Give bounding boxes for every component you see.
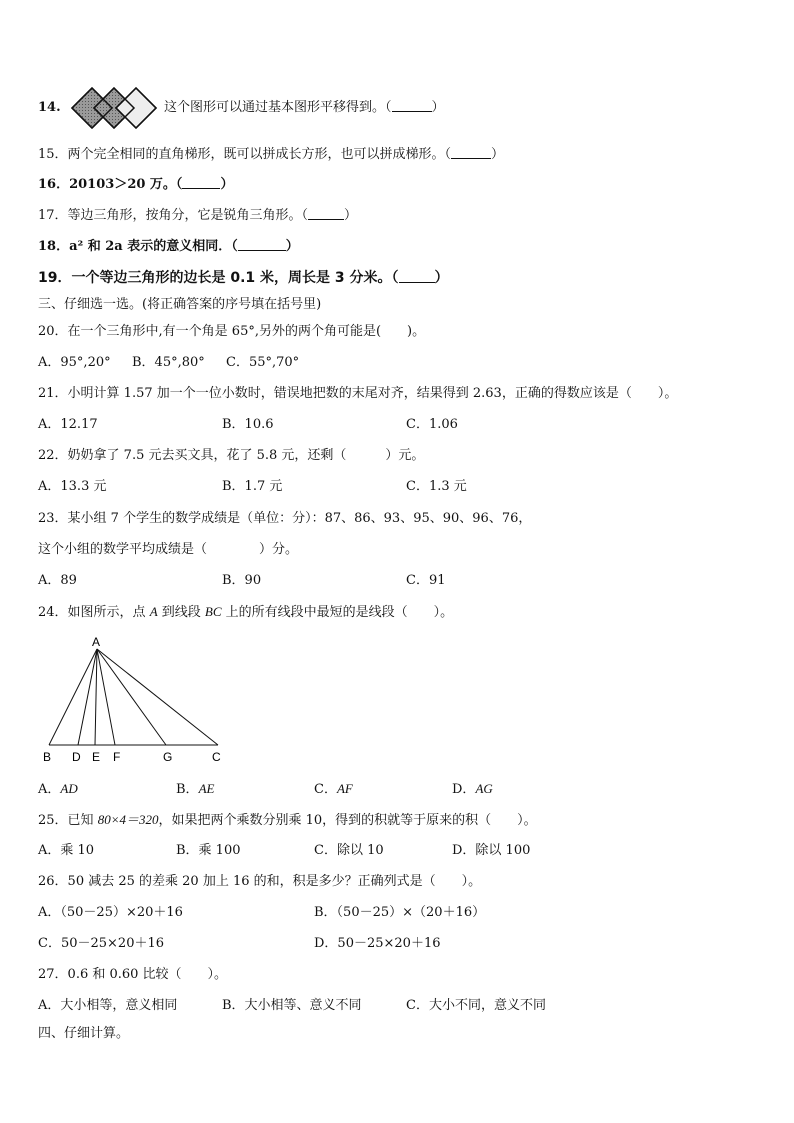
option-value: AD — [60, 781, 78, 796]
q27-option-c[interactable]: C．大小不同，意义不同 — [406, 998, 546, 1013]
vertex-b-label: B — [43, 750, 52, 764]
q19-paren-close: ） — [434, 270, 449, 286]
option-letter: D． — [452, 782, 476, 797]
q22-statement: 22．奶奶拿了 7.5 元去买文具，花了 5.8 元，还剩（ ）元。 — [38, 448, 425, 463]
segment-ab — [49, 649, 97, 745]
q25-option-b[interactable]: B．乘 100 — [176, 843, 241, 858]
answer-blank[interactable] — [308, 207, 344, 220]
vertex-c-label: C — [212, 750, 221, 764]
q25-statement — [38, 811, 537, 830]
q27-statement: 27．0.6 和 0.60 比较（ ）。 — [38, 967, 228, 982]
q20-statement: 20．在一个三角形中,有一个角是 65°,另外的两个角可能是( )。 — [38, 324, 426, 339]
q24-option-a[interactable] — [38, 780, 78, 799]
q22-option-b[interactable]: B．1.7 元 — [222, 479, 283, 494]
segment-af — [97, 649, 115, 745]
q14-statement: 这个图形可以通过基本图形平移得到。（ — [164, 100, 392, 115]
q27-option-b[interactable]: B．大小相等、意义不同 — [222, 998, 362, 1013]
q26-option-d[interactable]: D．50－25×20＋16 — [314, 936, 441, 951]
q21-option-c[interactable]: C．1.06 — [406, 417, 458, 432]
q16-statement: 16．20103＞20 万。（ — [38, 177, 183, 192]
point-d-label: D — [72, 750, 81, 764]
q18-paren-close: ） — [285, 239, 299, 254]
answer-blank[interactable] — [392, 99, 432, 112]
q24-option-d[interactable] — [452, 780, 493, 799]
vertex-a-label: A — [92, 635, 101, 649]
q25-option-d[interactable]: D．除以 100 — [452, 843, 531, 858]
q20-option-c[interactable]: C．55°,70° — [226, 355, 300, 370]
q24-text: 上的所有线段中最短的是线段（ ）。 — [221, 605, 454, 620]
segment-bc-label: BC — [204, 604, 222, 619]
q20-option-a[interactable]: A．95°,20° — [38, 355, 111, 370]
segment-ad — [78, 649, 97, 745]
q15-paren-close: ） — [491, 147, 505, 162]
q25-option-a[interactable]: A．乘 10 — [38, 843, 95, 858]
triangle-figure — [38, 632, 238, 768]
answer-blank[interactable] — [182, 176, 220, 189]
q14-number: 14. — [38, 100, 61, 115]
segment-ae — [95, 649, 97, 745]
point-f-label: F — [113, 750, 121, 764]
q23-statement: 23．某小组 7 个学生的数学成绩是（单位：分）：87、86、93、95、90、96、76， — [38, 511, 532, 526]
q21-statement: 21．小明计算 1.57 加一个一位小数时，错误地把数的末尾对齐，结果得到 2.63，正确的得数应该是（ ）。 — [38, 386, 678, 401]
point-e-label: E — [92, 750, 101, 764]
q20-option-b[interactable]: B．45°,80° — [132, 355, 205, 370]
q23-statement-continued: 这个小组的数学平均成绩是（ ）分。 — [38, 542, 299, 557]
q25-text: ，如果把两个乘数分别乘 10，得到的积就等于原来的积（ ）。 — [158, 813, 537, 828]
segment-ag — [97, 649, 166, 745]
option-value: AG — [475, 781, 493, 796]
q14-text — [164, 99, 445, 117]
point-g-label: G — [163, 750, 173, 764]
answer-blank[interactable] — [399, 270, 435, 283]
q27-option-a[interactable]: A．大小相等，意义相同 — [38, 998, 178, 1013]
option-value: AE — [198, 781, 215, 796]
q23-option-c[interactable]: C．91 — [406, 573, 446, 588]
q25-expression: 80×4＝320 — [97, 812, 159, 827]
q14-paren-close: ） — [431, 100, 445, 115]
answer-blank[interactable] — [451, 146, 491, 159]
q26-option-c[interactable]: C．50－25×20＋16 — [38, 936, 165, 951]
q17-paren-close: ） — [344, 208, 358, 223]
q24-option-b[interactable] — [176, 780, 214, 799]
q25-option-c[interactable]: C．除以 10 — [314, 843, 384, 858]
q16-paren-close: ） — [220, 177, 234, 192]
rhombus-pattern-figure — [70, 86, 162, 130]
q23-option-b[interactable]: B．90 — [222, 573, 262, 588]
q26-option-a[interactable]: A．（50－25）×20＋16 — [38, 905, 183, 920]
option-value: AF — [336, 781, 353, 796]
q24-text: 到线段 — [157, 605, 205, 620]
q23-option-a[interactable]: A．89 — [38, 573, 77, 588]
q21-option-b[interactable]: B．10.6 — [222, 417, 274, 432]
q19-statement: 19．一个等边三角形的边长是 0.1 米，周长是 3 分米。（ — [38, 270, 399, 286]
q25-text: 25．已知 — [38, 813, 98, 828]
rhombus-shape — [116, 88, 156, 128]
option-letter: C． — [314, 782, 337, 797]
section-3-heading: 三、仔细选一选。(将正确答案的序号填在括号里) — [38, 297, 322, 312]
q18-statement: 18．a² 和 2a 表示的意义相同．（ — [38, 239, 238, 254]
q15-line — [38, 146, 504, 164]
q26-option-b[interactable]: B．（50－25）×（20＋16） — [314, 905, 486, 920]
q21-option-a[interactable]: A．12.17 — [38, 417, 98, 432]
section-4-heading: 四、仔细计算。 — [38, 1026, 130, 1041]
q15-statement: 15．两个完全相同的直角梯形，既可以拼成长方形，也可以拼成梯形。（ — [38, 147, 452, 162]
q17-statement: 17．等边三角形，按角分，它是锐角三角形。（ — [38, 208, 309, 223]
q18-line — [38, 238, 299, 256]
option-letter: A． — [38, 782, 61, 797]
q16-line — [38, 176, 233, 194]
answer-blank[interactable] — [238, 238, 286, 251]
q24-statement — [38, 603, 453, 622]
q17-line — [38, 207, 357, 225]
q19-line — [38, 269, 449, 287]
q22-option-c[interactable]: C．1.3 元 — [406, 479, 467, 494]
q24-text: 24．如图所示，点 — [38, 605, 150, 620]
q26-statement: 26．50 减去 25 的差乘 20 加上 16 的和，积是多少？正确列式是（ ）。 — [38, 874, 482, 889]
segment-ac — [97, 649, 218, 745]
option-letter: B． — [176, 782, 199, 797]
point-a-label: A — [149, 604, 158, 619]
q22-option-a[interactable]: A．13.3 元 — [38, 479, 107, 494]
q24-option-c[interactable] — [314, 780, 353, 799]
